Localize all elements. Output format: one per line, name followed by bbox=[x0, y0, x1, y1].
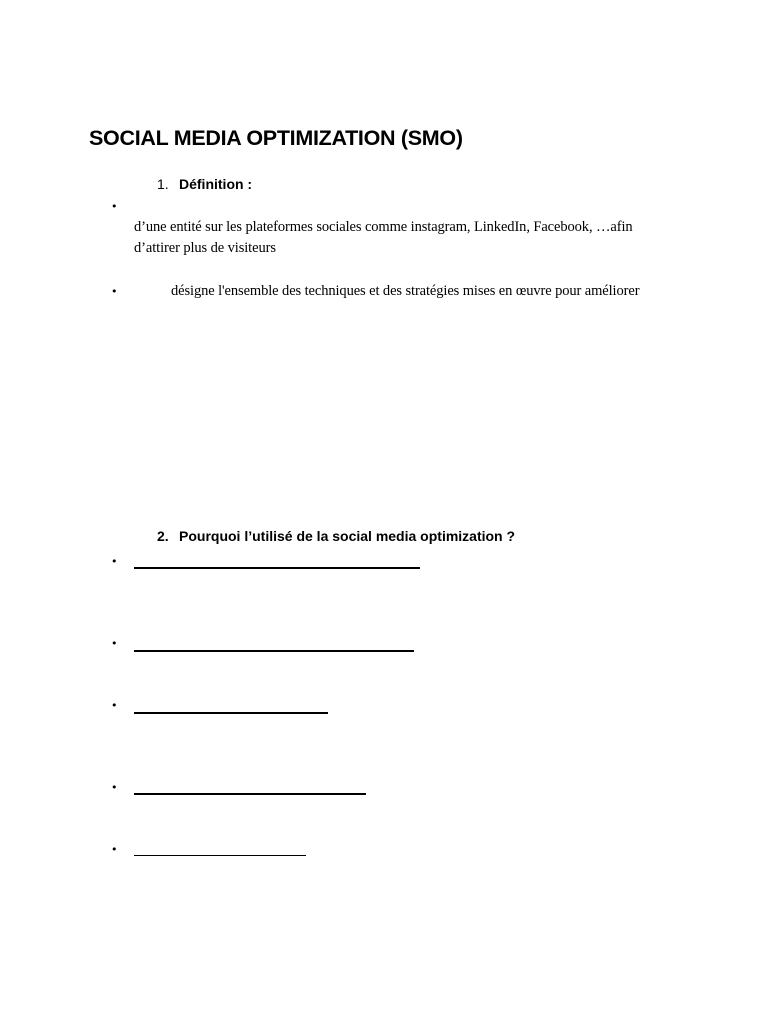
definition-line-2: d’attirer plus de visiteurs bbox=[134, 240, 276, 256]
bullet-1: • bbox=[111, 200, 118, 213]
bullet-5: • bbox=[111, 699, 118, 712]
answer-blank-1[interactable] bbox=[134, 567, 420, 569]
section-2-heading bbox=[157, 528, 515, 544]
section-2-title: Pourquoi l’utilisé de la social media optimization ? bbox=[179, 528, 516, 544]
answer-blank-3[interactable] bbox=[134, 712, 328, 714]
bullet-3: • bbox=[111, 555, 118, 568]
bullet-7: • bbox=[111, 843, 118, 856]
answer-blank-4[interactable] bbox=[134, 793, 366, 795]
section-2-number: 2. bbox=[157, 528, 169, 544]
definition-line-1: d’une entité sur les plateformes sociales comme instagram, LinkedIn, Facebook, …afin bbox=[134, 219, 633, 235]
answer-blank-5[interactable] bbox=[134, 855, 306, 856]
section-1-title: Définition : bbox=[179, 176, 253, 192]
section-1-heading bbox=[157, 176, 252, 192]
definition-line-3: désigne l'ensemble des techniques et des stratégies mises en œuvre pour améliorer bbox=[171, 283, 640, 299]
bullet-4: • bbox=[111, 637, 118, 650]
bullet-6: • bbox=[111, 781, 118, 794]
section-1-number: 1. bbox=[157, 176, 169, 192]
document-title: SOCIAL MEDIA OPTIMIZATION (SMO) bbox=[89, 126, 463, 150]
answer-blank-2[interactable] bbox=[134, 650, 414, 652]
bullet-2: • bbox=[111, 285, 118, 298]
